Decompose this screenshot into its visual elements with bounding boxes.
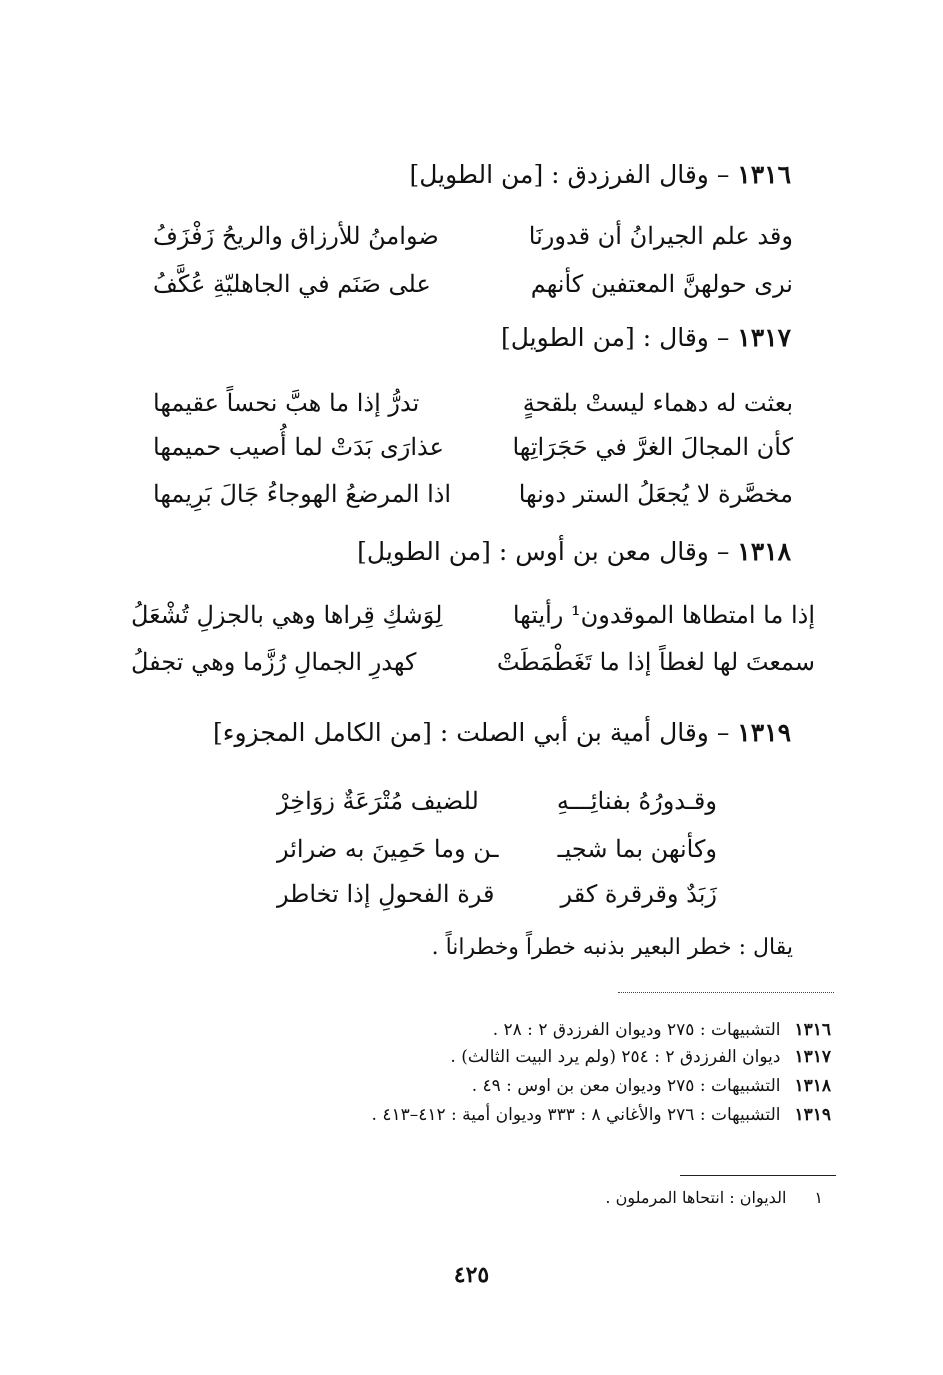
entry-title: – وقال معن بن أوس : [من الطويل] bbox=[357, 537, 730, 566]
second-hemistich: اذا المرضعُ الهوجاءُ جَالَ بَرِيمها bbox=[153, 480, 452, 508]
reference-number: ١٣١٧ bbox=[794, 1047, 831, 1067]
verse-line bbox=[277, 880, 717, 914]
first-hemistich: كأن المجالَ الغرَّ في حَجَرَاتِها bbox=[512, 433, 793, 461]
reference-number: ١٣١٦ bbox=[794, 1020, 831, 1040]
entry-title: – وقال الفرزدق : [من الطويل] bbox=[409, 160, 730, 189]
second-hemistich: قرة الفحولِ إذا تخاطر bbox=[277, 880, 495, 908]
notes-separator bbox=[618, 992, 834, 993]
second-hemistich: تدرُّ إذا ما هبَّ نحساً عقيمها bbox=[153, 389, 420, 417]
footnote-number: ١ bbox=[814, 1188, 823, 1207]
first-hemistich: إذا ما امتطاها الموقدون¹ رأيتها bbox=[512, 601, 815, 629]
entry-heading-1318 bbox=[357, 537, 791, 566]
verse-line bbox=[131, 648, 815, 682]
verse-line bbox=[277, 835, 717, 869]
second-hemistich: لِوَشكِ قِراها وهي بالجزلِ تُشْعَلُ bbox=[131, 601, 443, 629]
entry-number: ١٣١٧ bbox=[737, 323, 791, 352]
entry-heading-1317 bbox=[501, 323, 791, 352]
entry-heading-1316 bbox=[409, 160, 791, 189]
first-hemistich: وقـدورُهُ بفنائِـــهِ bbox=[556, 787, 717, 815]
first-hemistich: سمعتَ لها لغطاً إذا ما تَغَطْمَطَتْ bbox=[496, 648, 815, 676]
verse-line bbox=[153, 480, 793, 514]
entry-title: – وقال : [من الطويل] bbox=[501, 323, 730, 352]
reference-text: التشبيهات : ٢٧٦ والأغاني ٨ : ٣٣٣ وديوان أمية : ٤١٢–٤١٣ . bbox=[371, 1105, 781, 1125]
second-hemistich: ضوامنُ للأرزاق والريحُ زَفْزَفُ bbox=[153, 222, 439, 250]
entry-number: ١٣١٩ bbox=[737, 718, 791, 747]
verse-line bbox=[153, 389, 793, 423]
reference-line bbox=[372, 1105, 832, 1125]
page-number: ٤٢٥ bbox=[453, 1262, 490, 1288]
verse-line bbox=[153, 222, 793, 256]
reference-number: ١٣١٩ bbox=[794, 1105, 831, 1125]
entry-heading-1319 bbox=[213, 718, 791, 747]
explanatory-note: يقال : خطر البعير بذنبه خطراً وخطراناً . bbox=[431, 935, 793, 960]
footnote-text: الديوان : انتحاها المرملون . bbox=[605, 1188, 787, 1207]
first-hemistich: زَبَدٌ وقرقرة كقر bbox=[560, 880, 717, 908]
reference-text: ديوان الفرزدق ٢ : ٢٥٤ (ولم يرد البيت الثالث) . bbox=[450, 1047, 781, 1067]
first-hemistich: وقد علم الجيرانُ أن قدورنَا bbox=[528, 222, 793, 250]
second-hemistich: كهدرِ الجمالِ رُزَّما وهي تجفلُ bbox=[131, 648, 417, 676]
second-hemistich: ـن وما حَمِينَ به ضرائر bbox=[277, 835, 499, 863]
reference-text: التشبيهات : ٢٧٥ وديوان معن بن اوس : ٤٩ . bbox=[471, 1076, 781, 1096]
second-hemistich: عذارَى بَدَتْ لما أُصيب حميمها bbox=[153, 433, 444, 461]
verse-line bbox=[131, 601, 815, 635]
entry-number: ١٣١٨ bbox=[737, 537, 791, 566]
footnote bbox=[605, 1188, 823, 1207]
verse-line bbox=[277, 787, 717, 821]
first-hemistich: وكأنهن بما شجيـ bbox=[557, 835, 717, 863]
verse-line bbox=[153, 433, 793, 467]
first-hemistich: مخصَّرة لا يُجعَلُ الستر دونها bbox=[518, 480, 793, 508]
entry-number: ١٣١٦ bbox=[737, 160, 791, 189]
first-hemistich: نرى حولهنَّ المعتفين كأنهم bbox=[530, 270, 793, 298]
reference-text: التشبيهات : ٢٧٥ وديوان الفرزدق ٢ : ٢٨ . bbox=[492, 1020, 781, 1040]
entry-title: – وقال أمية بن أبي الصلت : [من الكامل المجزوء] bbox=[212, 718, 730, 747]
reference-line bbox=[450, 1047, 831, 1067]
reference-number: ١٣١٨ bbox=[794, 1076, 831, 1096]
verse-line bbox=[153, 270, 793, 304]
second-hemistich: للضيف مُتْرَعَةٌ زوَاخِرْ bbox=[277, 787, 479, 815]
reference-line bbox=[493, 1020, 831, 1040]
second-hemistich: على صَنَم في الجاهليّةِ عُكَّفُ bbox=[153, 270, 431, 298]
footnote-separator bbox=[680, 1175, 836, 1176]
first-hemistich: بعثت له دهماء ليستْ بلقحةٍ bbox=[522, 389, 793, 417]
reference-line bbox=[472, 1076, 831, 1096]
